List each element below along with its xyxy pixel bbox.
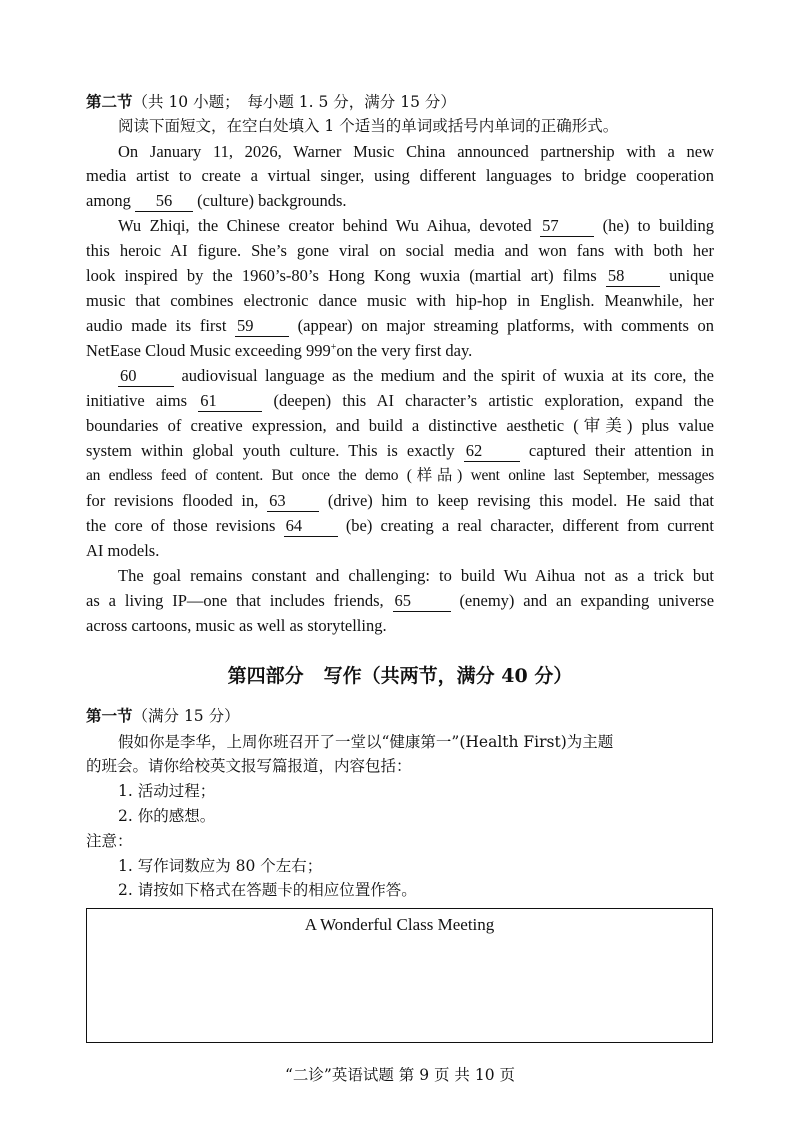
writing-prompt: 的班会。请你给校英文报写篇报道，内容包括： xyxy=(86,757,412,775)
passage-line xyxy=(86,314,714,338)
passage-text: system within global youth culture. This is exactly xyxy=(86,441,455,460)
blank-57[interactable]: 57 xyxy=(540,216,594,237)
passage-text: among xyxy=(86,191,131,210)
page-footer: “二诊”英语试题 第 9 页 共 10 页 xyxy=(285,1066,515,1084)
answer-box-title: A Wonderful Class Meeting xyxy=(304,915,495,934)
passage-line xyxy=(86,439,714,463)
passage-text: audiovisual language as the medium and the spirit of wuxia at its core, the xyxy=(181,366,715,385)
note-label: 注意： xyxy=(86,832,133,850)
note-item: 1. 写作词数应为 80 个左右； xyxy=(118,857,323,875)
blank-60[interactable]: 60 xyxy=(118,366,174,387)
passage-text: the core of those revisions xyxy=(86,516,276,535)
passage-line xyxy=(86,339,714,363)
answer-box[interactable] xyxy=(86,908,713,1043)
passage-line: AI models. xyxy=(86,541,160,560)
passage-line: The goal remains constant and challenging: to build Wu Aihua not as a trick but xyxy=(118,566,714,585)
passage-text: (he) to building xyxy=(602,216,715,235)
passage-text: (appear) on major streaming platforms, with comments on xyxy=(297,316,715,335)
passage-line: this heroic AI figure. She’s gone viral on social media and won fans with both her xyxy=(86,241,714,260)
passage-text: unique xyxy=(669,266,714,285)
blank-64[interactable]: 64 xyxy=(284,516,338,537)
passage-line: boundaries of creative expression, and build a distinctive aesthetic (审美) plus value xyxy=(86,416,714,435)
passage-text: as a living IP—one that includes friends, xyxy=(86,591,384,610)
blank-62[interactable]: 62 xyxy=(464,441,520,462)
passage-text: look inspired by the 1960’s-80’s Hong Kong wuxia (martial art) films xyxy=(86,266,597,285)
passage-line: across cartoons, music as well as storytelling. xyxy=(86,616,387,635)
passage-line: On January 11, 2026, Warner Music China announced partnership with a new xyxy=(118,142,714,161)
passage-line xyxy=(86,489,714,513)
section-instruction: 阅读下面短文，在空白处填入 1 个适当的单词或括号内单词的正确形式。 xyxy=(118,117,619,135)
passage-line xyxy=(86,389,714,413)
passage-line: an endless feed of content. But once the demo (样品) went online last September, messages xyxy=(86,467,714,484)
subsection-heading xyxy=(86,704,714,728)
passage-line xyxy=(118,214,714,238)
part-title-name: 写作（共两节，满分 40 分） xyxy=(323,665,573,687)
passage-line xyxy=(86,514,714,538)
passage-text: NetEase Cloud Music exceeding 999 xyxy=(86,341,331,360)
superscript-plus: + xyxy=(330,342,337,353)
blank-56[interactable]: 56 xyxy=(135,191,193,212)
passage-line xyxy=(86,264,714,288)
passage-line xyxy=(118,364,714,388)
writing-prompt: 假如你是李华，上周你班召开了一堂以“健康第一”(Health First)为主题 xyxy=(118,733,614,751)
blank-61[interactable]: 61 xyxy=(198,391,262,412)
passage-text: (deepen) this AI character’s artistic exploration, expand the xyxy=(273,391,715,410)
note-item: 2. 请按如下格式在答题卡的相应位置作答。 xyxy=(118,881,417,899)
passage-line: music that combines electronic dance music with hip-hop in English. Meanwhile, her xyxy=(86,291,714,310)
passage-text: captured their attention in xyxy=(528,441,715,460)
subsection-heading-detail: （满分 15 分） xyxy=(132,707,240,725)
section-heading-detail: （共 10 小题； 每小题 1. 5 分，满分 15 分） xyxy=(132,93,456,111)
blank-59[interactable]: 59 xyxy=(235,316,289,337)
section-heading-label: 第二节 xyxy=(86,92,133,111)
blank-63[interactable]: 63 xyxy=(267,491,319,512)
prompt-item: 2. 你的感想。 xyxy=(118,807,216,825)
passage-text: (enemy) and an expanding universe xyxy=(459,591,715,610)
subsection-heading-label: 第一节 xyxy=(86,706,133,725)
section-heading xyxy=(86,90,714,114)
passage-text: (culture) backgrounds. xyxy=(197,191,347,210)
part-title xyxy=(0,662,800,690)
passage-text: (drive) him to keep revising this model. He said that xyxy=(327,491,715,510)
passage-text: (be) creating a real character, different from current xyxy=(345,516,715,535)
passage-line xyxy=(86,189,714,213)
passage-text: Wu Zhiqi, the Chinese creator behind Wu Aihua, devoted xyxy=(118,216,532,235)
passage-line: media artist to create a virtual singer, using different languages to bridge cooperation xyxy=(86,166,714,185)
passage-text: on the very first day. xyxy=(336,341,473,360)
prompt-item: 1. 活动过程； xyxy=(118,782,216,800)
part-title-number: 第四部分 xyxy=(227,665,304,687)
passage-text: for revisions flooded in, xyxy=(86,491,259,510)
passage-line xyxy=(86,589,714,613)
blank-58[interactable]: 58 xyxy=(606,266,660,287)
blank-65[interactable]: 65 xyxy=(393,591,451,612)
passage-text: audio made its first xyxy=(86,316,227,335)
passage-text: initiative aims xyxy=(86,391,188,410)
